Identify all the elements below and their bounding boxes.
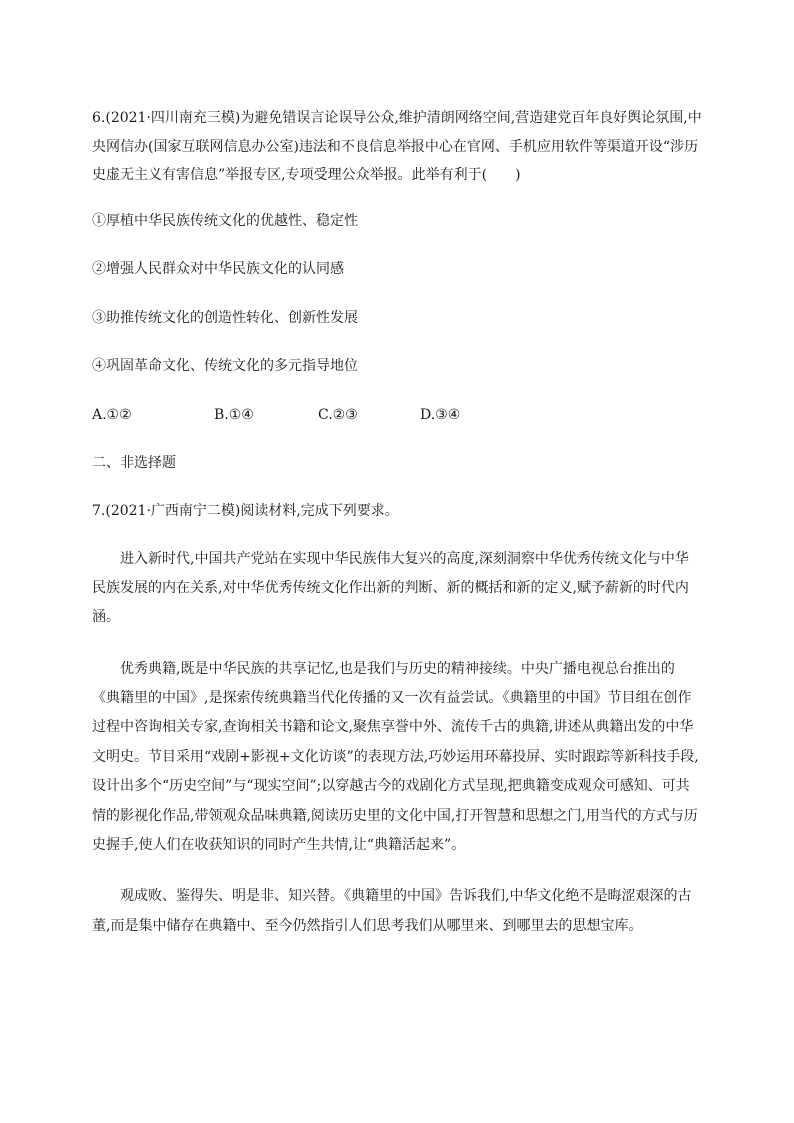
section-title: 二、非选择题 (92, 454, 176, 471)
question-6-stem: 6.(2021·四川南充三模)为避免错误言论误导公众,维护清朗网络空间,营造建党百年良好舆论氛围,中央网信办(国家互联网信息办公室)违法和不良信息举报中心在官网、手机应用软件等渠道开设“涉历史虚无主义有害信息”举报专区,专项受理公众举报。此举有利于( ) (92, 110, 702, 183)
choice-c: C.②③ (318, 406, 358, 423)
material-paragraph-1: 进入新时代,中国共产党站在实现中华民族伟大复兴的高度,深刻洞察中华优秀传统文化与中华民族发展的内在关系,对中华优秀传统文化作出新的判断、新的概括和新的定义,赋予薪新的时代内涵。 (92, 551, 689, 626)
material-paragraph-2: 优秀典籍,既是中华民族的共享记忆,也是我们与历史的精神接续。中央广播电视总台推出的《典籍里的中国》,是探索传统典籍当代化传播的又一次有益尝试。《典籍里的中国》节目组在创作过程中咨询相关专家,查询相关书籍和论文,聚焦享誉中外、流传千古的典籍,讲述从典籍出发的中华文明史。节目采用“戏剧+影视+文化访谈”的表现方法,巧妙运用环幕投屏、实时跟踪等新科技手段,设计出多个“历史空间”与“现实空间”;以穿越古今的戏剧化方式呈现,把典籍变成观众可感知、可共情的影视化作品,带领观众品味典籍,阅读历史里的文化中国,打开智慧和思想之门,用当代的方式与历史握手,使人们在收获知识的同时产生共情,让“典籍活起来”。 (92, 660, 699, 854)
question-7-stem: 7.(2021·广西南宁二模)阅读材料,完成下列要求。 (92, 503, 399, 519)
question-6-option-2: ②增强人民群众对中华民族文化的认同感 (92, 261, 344, 277)
material-paragraph-3: 观成败、鉴得失、明是非、知兴替。《典籍里的中国》告诉我们,中华文化绝不是晦涩艰深的古董,而是集中储存在典籍中、至今仍然指引人们思考我们从哪里来、到哪里去的思想宝库。 (92, 888, 692, 934)
question-6-option-4: ④巩固革命文化、传统文化的多元指导地位 (92, 358, 358, 374)
choice-a: A.①② (92, 406, 132, 423)
question-6-choices (92, 403, 702, 427)
choice-b: B.①④ (214, 406, 254, 423)
question-6-option-3: ③助推传统文化的创造性转化、创新性发展 (92, 309, 358, 326)
document-content (92, 104, 702, 963)
question-6-option-1: ①厚植中华民族传统文化的优越性、稳定性 (92, 212, 358, 229)
choice-d: D.③④ (420, 406, 461, 423)
